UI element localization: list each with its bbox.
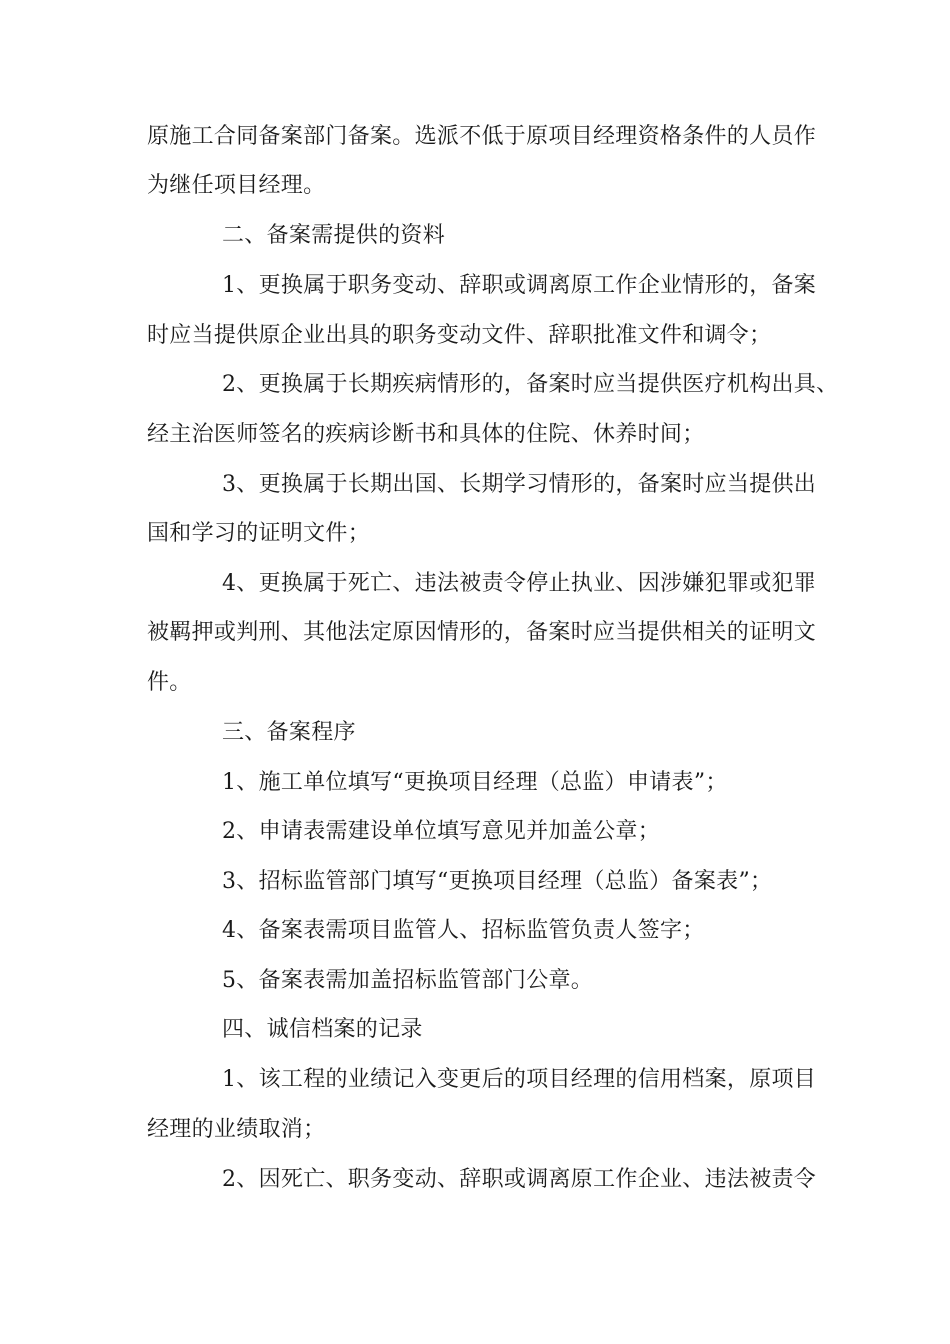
paragraph-line: 被羁押或判刑、其他法定原因情形的，备案时应当提供相关的证明文 — [147, 620, 817, 645]
paragraph-line: 为继任项目经理。 — [147, 173, 326, 198]
section-heading: 二、备案需提供的资料 — [222, 223, 446, 248]
paragraph-line: 经理的业绩取消； — [147, 1117, 326, 1142]
section-heading: 四、诚信档案的记录 — [222, 1017, 423, 1042]
paragraph-line: 原施工合同备案部门备案。选派不低于原项目经理资格条件的人员作 — [147, 124, 817, 149]
list-item: 2、因死亡、职务变动、辞职或调离原工作企业、违法被责令 — [222, 1167, 817, 1192]
list-item: 1、施工单位填写“更换项目经理（总监）申请表”； — [222, 770, 728, 795]
list-item: 4、更换属于死亡、违法被责令停止执业、因涉嫌犯罪或犯罪 — [222, 571, 817, 596]
list-item: 2、更换属于长期疾病情形的，备案时应当提供医疗机构出具、 — [222, 372, 839, 397]
list-item: 5、备案表需加盖招标监管部门公章。 — [222, 968, 594, 993]
paragraph-line: 经主治医师签名的疾病诊断书和具体的住院、休养时间； — [147, 422, 705, 447]
list-item: 3、更换属于长期出国、长期学习情形的，备案时应当提供出 — [222, 472, 817, 497]
paragraph-line: 国和学习的证明文件； — [147, 521, 371, 546]
section-heading: 三、备案程序 — [222, 720, 356, 745]
list-item: 2、申请表需建设单位填写意见并加盖公章； — [222, 819, 660, 844]
list-item: 1、更换属于职务变动、辞职或调离原工作企业情形的，备案 — [222, 273, 817, 298]
list-item: 1、该工程的业绩记入变更后的项目经理的信用档案，原项目 — [222, 1067, 817, 1092]
paragraph-line: 时应当提供原企业出具的职务变动文件、辞职批准文件和调令； — [147, 323, 772, 348]
list-item: 3、招标监管部门填写“更换项目经理（总监）备案表”； — [222, 869, 773, 894]
list-item: 4、备案表需项目监管人、招标监管负责人签字； — [222, 918, 705, 943]
paragraph-line: 件。 — [147, 670, 192, 695]
